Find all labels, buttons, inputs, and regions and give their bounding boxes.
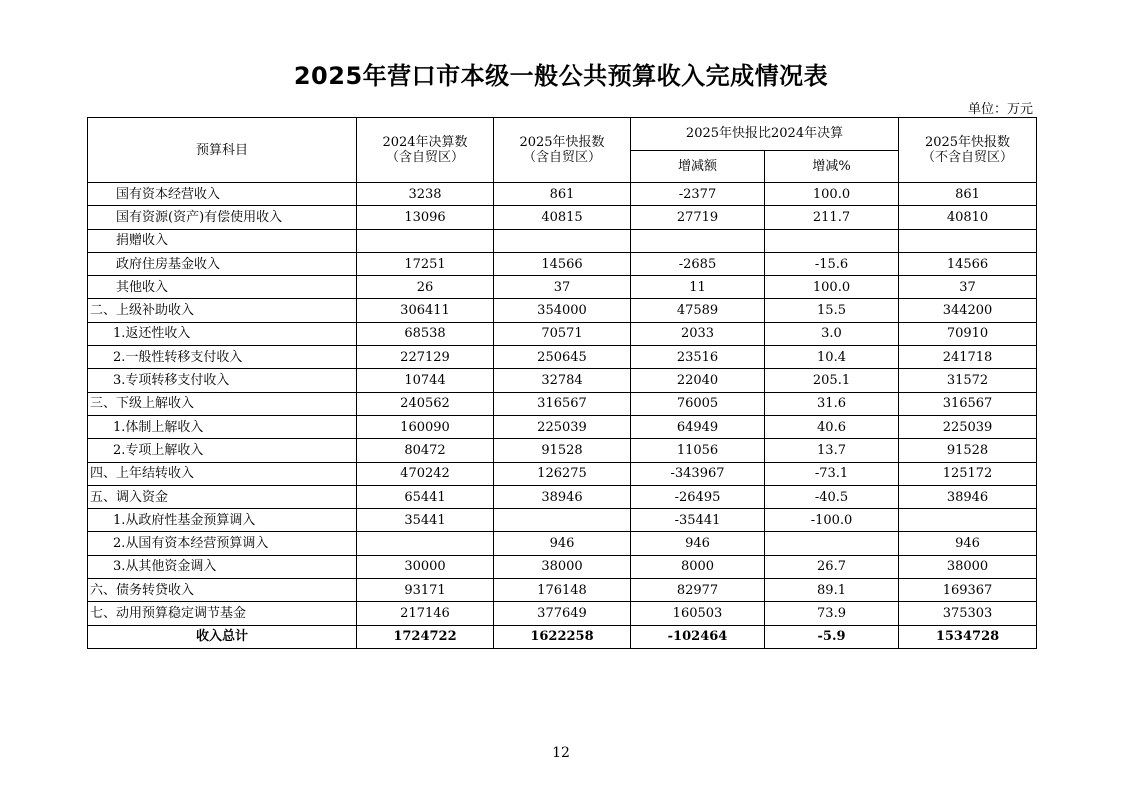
cell-2025: 38000 [494,555,631,578]
row-label: 3.专项转移支付收入 [88,369,357,392]
cell-2025: 40815 [494,206,631,229]
table-row [88,462,1037,485]
cell-change-pct: 31.6 [765,392,899,415]
cell-2024: 93171 [357,579,494,602]
row-label: 1.从政府性基金预算调入 [88,509,357,532]
cell-2025-excl: 125172 [899,462,1037,485]
cell-2024: 3238 [357,183,494,206]
cell-change-amount: 946 [631,532,765,555]
cell-2025: 946 [494,532,631,555]
row-label: 1.返还性收入 [88,322,357,345]
cell-2025: 1622258 [494,625,631,648]
cell-change-amount: 11056 [631,439,765,462]
cell-change-amount: 82977 [631,579,765,602]
cell-change-pct [765,532,899,555]
budget-table [87,117,1037,649]
cell-2025-excl: 31572 [899,369,1037,392]
row-label: 收入总计 [88,625,357,648]
cell-change-amount: 8000 [631,555,765,578]
table-body [88,183,1037,649]
cell-2025-excl: 375303 [899,602,1037,625]
cell-change-amount: -2377 [631,183,765,206]
header-change-amount: 增减额 [631,150,765,183]
header-compare: 2025年快报比2024年决算 [631,118,899,151]
cell-2025-excl: 91528 [899,439,1037,462]
page-title: 2025年营口市本级一般公共预算收入完成情况表 [293,62,829,90]
cell-2025: 70571 [494,322,631,345]
unit-label: 单位：万元 [967,102,1033,117]
table-row [88,485,1037,508]
header-2025: 2025年快报数 （含自贸区） [494,118,631,183]
cell-change-pct: -15.6 [765,252,899,275]
row-label: 国有资源(资产)有偿使用收入 [88,206,357,229]
cell-2025-excl: 38946 [899,485,1037,508]
cell-2024: 68538 [357,322,494,345]
row-label: 六、债务转贷收入 [88,579,357,602]
cell-change-pct: -5.9 [765,625,899,648]
cell-2024: 1724722 [357,625,494,648]
cell-change-amount: 11 [631,276,765,299]
table-row [88,509,1037,532]
cell-2024 [357,532,494,555]
cell-change-amount: -2685 [631,252,765,275]
cell-change-amount: 76005 [631,392,765,415]
cell-change-pct: -73.1 [765,462,899,485]
cell-2025-excl [899,229,1037,252]
cell-change-pct: 15.5 [765,299,899,322]
cell-change-pct: 89.1 [765,579,899,602]
cell-2025-excl [899,509,1037,532]
row-label: 四、上年结转收入 [88,462,357,485]
row-label: 国有资本经营收入 [88,183,357,206]
row-label: 三、下级上解收入 [88,392,357,415]
cell-change-pct: 100.0 [765,276,899,299]
table-row [88,252,1037,275]
table-row [88,579,1037,602]
cell-2025-excl: 40810 [899,206,1037,229]
cell-2024: 30000 [357,555,494,578]
cell-2025-excl: 241718 [899,346,1037,369]
cell-2025: 861 [494,183,631,206]
cell-2025: 176148 [494,579,631,602]
cell-2025: 126275 [494,462,631,485]
row-label: 2.从国有资本经营预算调入 [88,532,357,555]
cell-change-pct: 73.9 [765,602,899,625]
cell-2025-excl: 37 [899,276,1037,299]
cell-2025-excl: 225039 [899,415,1037,438]
table-row [88,276,1037,299]
cell-2024: 80472 [357,439,494,462]
row-label: 捐赠收入 [88,229,357,252]
cell-2025-excl: 316567 [899,392,1037,415]
total-row [88,625,1037,648]
cell-2025-excl: 1534728 [899,625,1037,648]
header-subject: 预算科目 [88,118,357,183]
cell-2025-excl: 344200 [899,299,1037,322]
cell-change-pct: 40.6 [765,415,899,438]
cell-2025: 32784 [494,369,631,392]
cell-change-amount: 23516 [631,346,765,369]
row-label: 1.体制上解收入 [88,415,357,438]
page-number: 12 [552,745,570,761]
row-label: 政府住房基金收入 [88,252,357,275]
cell-2024: 227129 [357,346,494,369]
header-row-1 [88,118,1037,151]
row-label: 2.一般性转移支付收入 [88,346,357,369]
cell-2025 [494,509,631,532]
cell-2025: 316567 [494,392,631,415]
cell-change-pct: 13.7 [765,439,899,462]
cell-2024: 26 [357,276,494,299]
cell-2024: 10744 [357,369,494,392]
header-2024: 2024年决算数 （含自贸区） [357,118,494,183]
cell-change-amount [631,229,765,252]
cell-2025: 377649 [494,602,631,625]
row-label: 五、调入资金 [88,485,357,508]
cell-change-amount: 27719 [631,206,765,229]
cell-2025-excl: 169367 [899,579,1037,602]
cell-change-amount: -102464 [631,625,765,648]
cell-change-pct [765,229,899,252]
cell-2025: 225039 [494,415,631,438]
cell-change-pct: 205.1 [765,369,899,392]
cell-2025 [494,229,631,252]
cell-2025-excl: 861 [899,183,1037,206]
table-row [88,532,1037,555]
cell-change-amount: -343967 [631,462,765,485]
cell-2025: 38946 [494,485,631,508]
cell-2024: 240562 [357,392,494,415]
cell-2025: 354000 [494,299,631,322]
table-row [88,369,1037,392]
row-label: 七、动用预算稳定调节基金 [88,602,357,625]
table-row [88,439,1037,462]
table-row [88,229,1037,252]
table-row [88,392,1037,415]
cell-2025: 91528 [494,439,631,462]
cell-change-pct: 211.7 [765,206,899,229]
cell-change-amount: 160503 [631,602,765,625]
cell-2025-excl: 14566 [899,252,1037,275]
table-row [88,206,1037,229]
cell-2024 [357,229,494,252]
cell-2024: 35441 [357,509,494,532]
cell-change-amount: -26495 [631,485,765,508]
cell-2024: 306411 [357,299,494,322]
cell-change-amount: 47589 [631,299,765,322]
cell-2024: 65441 [357,485,494,508]
cell-2024: 13096 [357,206,494,229]
cell-2025-excl: 70910 [899,322,1037,345]
cell-change-amount: -35441 [631,509,765,532]
cell-change-amount: 2033 [631,322,765,345]
table-row [88,415,1037,438]
cell-change-pct: -40.5 [765,485,899,508]
cell-2025: 250645 [494,346,631,369]
cell-change-pct: 26.7 [765,555,899,578]
cell-2025: 37 [494,276,631,299]
table-row [88,322,1037,345]
row-label: 3.从其他资金调入 [88,555,357,578]
cell-2024: 470242 [357,462,494,485]
cell-2024: 17251 [357,252,494,275]
table-row [88,346,1037,369]
row-label: 2.专项上解收入 [88,439,357,462]
cell-2025: 14566 [494,252,631,275]
header-change-pct: 增减% [765,150,899,183]
cell-2024: 160090 [357,415,494,438]
cell-change-pct: 3.0 [765,322,899,345]
row-label: 二、上级补助收入 [88,299,357,322]
cell-2025-excl: 946 [899,532,1037,555]
row-label: 其他收入 [88,276,357,299]
cell-change-pct: 100.0 [765,183,899,206]
table-row [88,299,1037,322]
table-row [88,602,1037,625]
header-2025-excl: 2025年快报数 （不含自贸区） [899,118,1037,183]
table-row [88,555,1037,578]
cell-change-pct: -100.0 [765,509,899,532]
cell-change-amount: 64949 [631,415,765,438]
table-row [88,183,1037,206]
cell-change-pct: 10.4 [765,346,899,369]
cell-2024: 217146 [357,602,494,625]
cell-change-amount: 22040 [631,369,765,392]
cell-2025-excl: 38000 [899,555,1037,578]
